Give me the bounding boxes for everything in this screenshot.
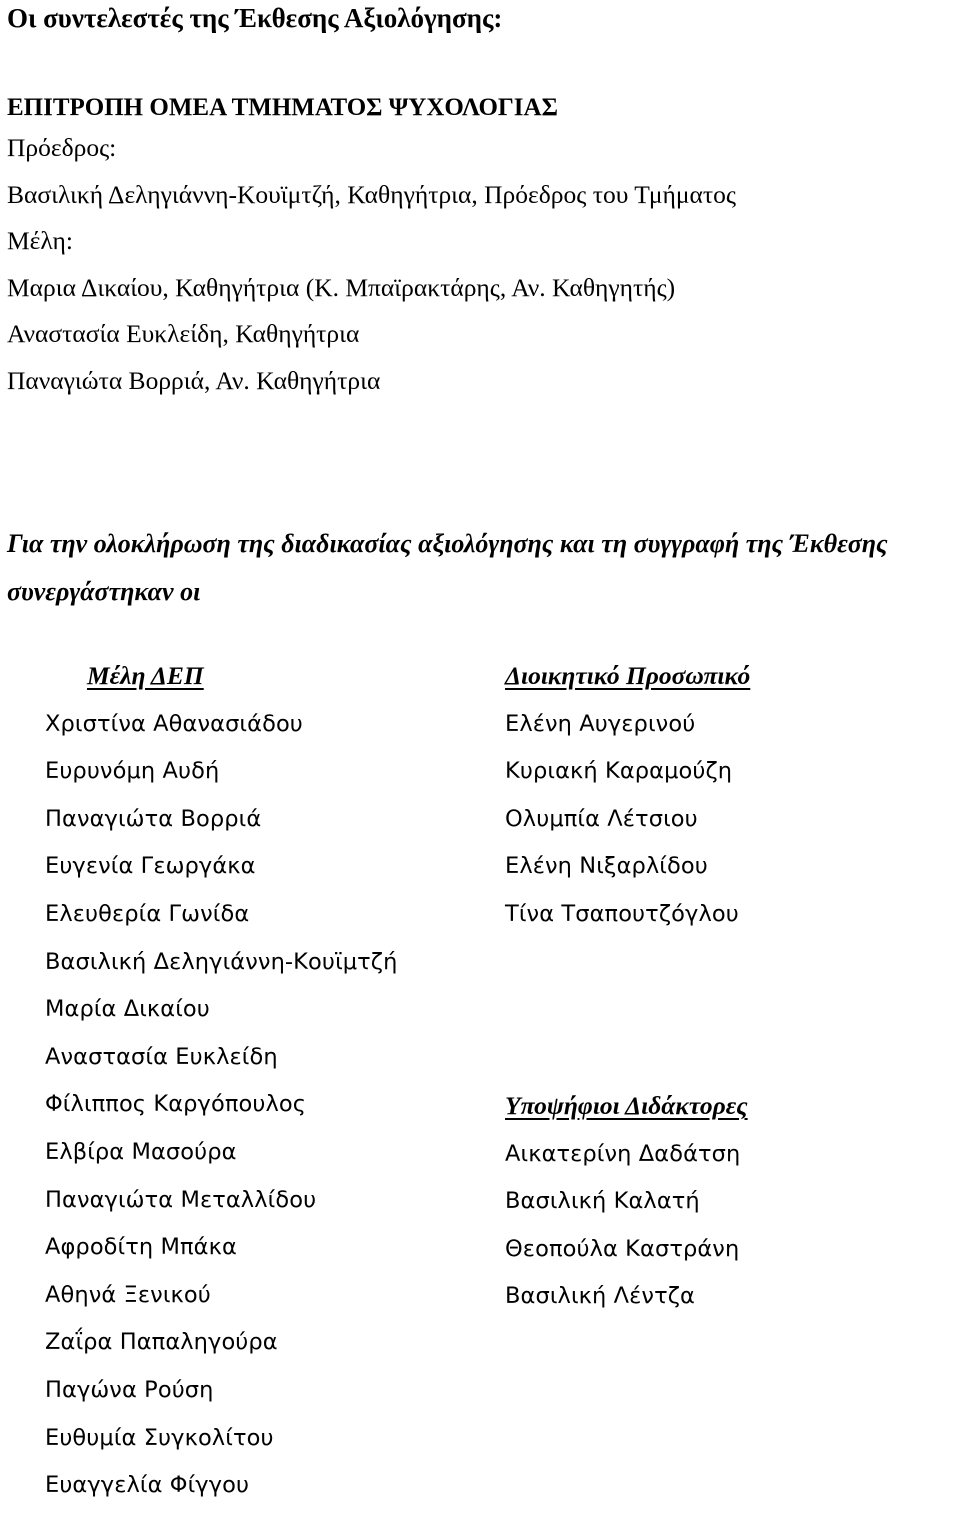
list-item: Ευρυνόμη Αυδή <box>45 758 220 785</box>
collaboration-statement: Για την ολοκλήρωση της διαδικασίας αξιολόγησης και τη συγγραφή της Έκθεσης συνεργάστηκαν οι <box>7 529 888 606</box>
committee-member: Αναστασία Ευκλείδη, Καθηγήτρια <box>7 319 360 348</box>
list-item: Αικατερίνη Δαδάτση <box>505 1140 741 1167</box>
list-item: Βασιλική Λέντζα <box>505 1283 695 1310</box>
admin-staff-heading: Διοικητικό Προσωπικό <box>505 661 751 690</box>
list-item: Αφροδίτη Μπάκα <box>45 1234 237 1261</box>
list-item: Ευαγγελία Φίγγου <box>45 1472 250 1499</box>
list-item: Μαρία Δικαίου <box>45 996 210 1023</box>
list-item: Βασιλική Δεληγιάννη-Κουϊμτζή <box>45 948 398 975</box>
page-title: Οι συντελεστές της Έκθεσης Αξιολόγησης: <box>7 3 503 33</box>
dep-members-column <box>45 660 397 1517</box>
committee-member: Παναγιώτα Βορριά, Αν. Καθηγήτρια <box>7 365 381 395</box>
list-item: Ολυμπία Λέτσιου <box>505 805 698 832</box>
committee-member: Μαρια Δικαίου, Καθηγήτρια (Κ. Μπαϊρακτάρης, Αν. Καθηγητής) <box>7 272 676 302</box>
list-item: Ελβίρα Μασούρα <box>45 1138 237 1165</box>
list-item: Αναστασία Ευκλείδη <box>45 1043 278 1070</box>
list-item: Θεοπούλα Καστράνη <box>505 1235 740 1262</box>
chair-entry: Βασιλική Δεληγιάννη-Κουϊμτζή, Καθηγήτρια, Πρόεδρος του Τμήματος <box>7 179 737 209</box>
list-item: Ελένη Νιξαρλίδου <box>505 853 708 880</box>
list-item: Παναγιώτα Μεταλλίδου <box>45 1186 317 1213</box>
list-item: Κυριακή Καραμούζη <box>505 758 733 785</box>
phd-candidates-column <box>505 1090 748 1328</box>
phd-candidates-heading: Υποψήφιοι Διδάκτορες <box>505 1091 748 1120</box>
list-item: Χριστίνα Αθανασιάδου <box>45 710 303 737</box>
admin-staff-column <box>505 660 750 946</box>
list-item: Τίνα Τσαπουτζόγλου <box>505 900 739 927</box>
chair-label: Πρόεδρος: <box>7 133 117 162</box>
committee-heading: ΕΠΙΤΡΟΠΗ ΟΜΕΑ ΤΜΗΜΑΤΟΣ ΨΥΧΟΛΟΓΙΑΣ <box>7 94 558 121</box>
list-item: Παναγιώτα Βορριά <box>45 805 262 832</box>
list-item: Ευθυμία Συγκολίτου <box>45 1424 274 1451</box>
members-label: Μέλη: <box>7 226 73 255</box>
list-item: Παγώνα Ρούση <box>45 1376 214 1403</box>
list-item: Ελένη Αυγερινού <box>505 710 696 737</box>
list-item: Βασιλική Καλατή <box>505 1188 700 1215</box>
list-item: Ευγενία Γεωργάκα <box>45 853 256 880</box>
list-item: Ελευθερία Γωνίδα <box>45 900 250 927</box>
list-item: Ζαΐρα Παπαληγούρα <box>45 1329 278 1356</box>
list-item: Φίλιππος Καργόπουλος <box>45 1091 307 1118</box>
dep-members-heading: Μέλη ΔΕΠ <box>87 661 204 690</box>
list-item: Αθηνά Ξενικού <box>45 1281 211 1308</box>
committee-block <box>7 92 736 411</box>
